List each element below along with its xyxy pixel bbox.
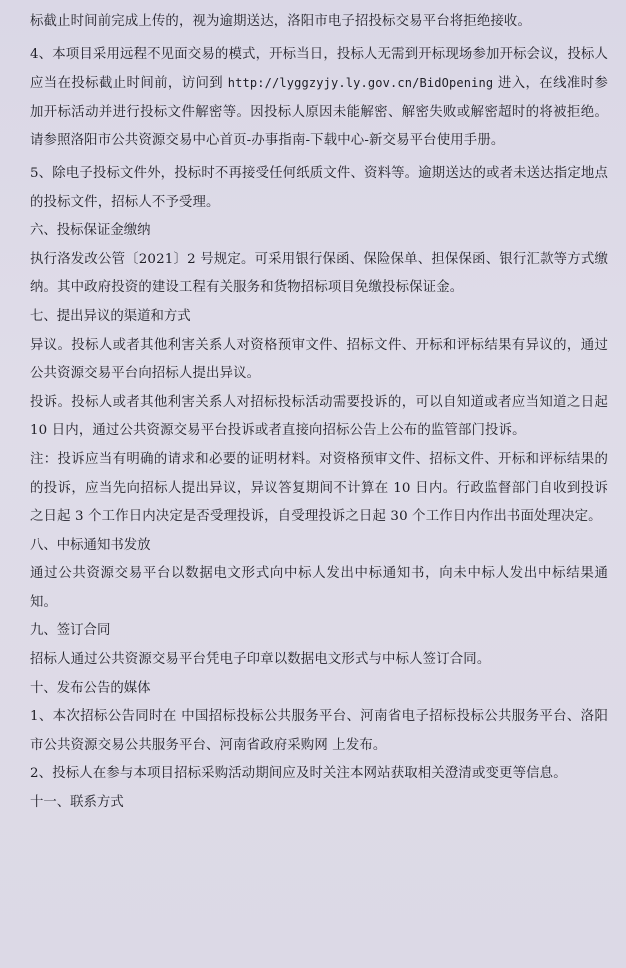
section-9-heading: 九、签订合同 (30, 623, 111, 639)
objection-paragraph: 异议。投标人或者其他利害关系人对资格预审文件、招标文件、开标和评标结果有异议的，通过公共资源交易平台向招标人提出异议。 (30, 337, 608, 382)
section-9-paragraph: 招标人通过公共资源交易平台凭电子印章以数据电文形式与中标人签订合同。 (30, 652, 491, 668)
item-4-text-b: 进入，在线准时参加开标活动并进行投标文件解密等。因投标人原因未能解密、解密失败或解密超时的将被拒绝。请参照洛阳市公共资源交易中心首页-办事指南-下载中心-新交易平台使用手册。 (30, 76, 608, 149)
section-10-heading: 十、发布公告的媒体 (30, 680, 151, 696)
item-4-paragraph (30, 41, 608, 156)
item-4-text-a: 4、本项目采用远程不见面交易的模式，开标当日，投标人无需到开标现场参加开标会议，投标人应当在投标截止时间前，访问到 (30, 46, 608, 92)
item-5-paragraph: 5、除电子投标文件外，投标时不再接受任何纸质文件、资料等。逾期送达的或者未送达指定地点的投标文件，招标人不予受理。 (30, 165, 608, 210)
intro-paragraph: 标截止时间前完成上传的，视为逾期送达，洛阳市电子招投标交易平台将拒绝接收。 (30, 14, 532, 29)
section-6-paragraph: 执行洛发改公管〔2021〕2 号规定。可采用银行保函、保险保单、担保保函、银行汇款等方式缴纳。其中政府投资的建设工程有关服务和货物招标项目免缴投标保证金。 (30, 251, 608, 296)
section-6-heading: 六、投标保证金缴纳 (30, 223, 151, 239)
note-paragraph: 注：投诉应当有明确的请求和必要的证明材料。对资格预审文件、招标文件、开标和评标结果的的投诉，应当先向招标人提出异议，异议答复期间不计算在 10 日内。行政监督部门自收到投诉之日起 3 个工作日内决定是否受理投诉，自受理投诉之日起 30 个工作日内作出书面处理决定。 (30, 451, 608, 525)
media-item-1-paragraph: 1、本次招标公告同时在 中国招标投标公共服务平台、河南省电子招标投标公共服务平台、洛阳市公共资源交易公共服务平台、河南省政府采购网 上发布。 (30, 709, 608, 753)
section-8-paragraph: 通过公共资源交易平台以数据电文形式向中标人发出中标通知书，向未中标人发出中标结果通知。 (30, 566, 608, 610)
section-7-heading: 七、提出异议的渠道和方式 (30, 308, 191, 324)
complaint-paragraph: 投诉。投标人或者其他利害关系人对招标投标活动需要投诉的，可以自知道或者应当知道之日起 10 日内，通过公共资源交易平台投诉或者直接向招标公告上公布的监管部门投诉。 (30, 394, 608, 439)
bid-opening-url: http://lyggzyjy.ly.gov.cn/BidOpening (227, 76, 494, 91)
media-item-2-paragraph: 2、投标人在参与本项目招标采购活动期间应及时关注本网站获取相关澄清或变更等信息。 (30, 766, 567, 782)
section-8-heading: 八、中标通知书发放 (30, 537, 151, 553)
section-11-heading: 十一、联系方式 (30, 795, 124, 811)
